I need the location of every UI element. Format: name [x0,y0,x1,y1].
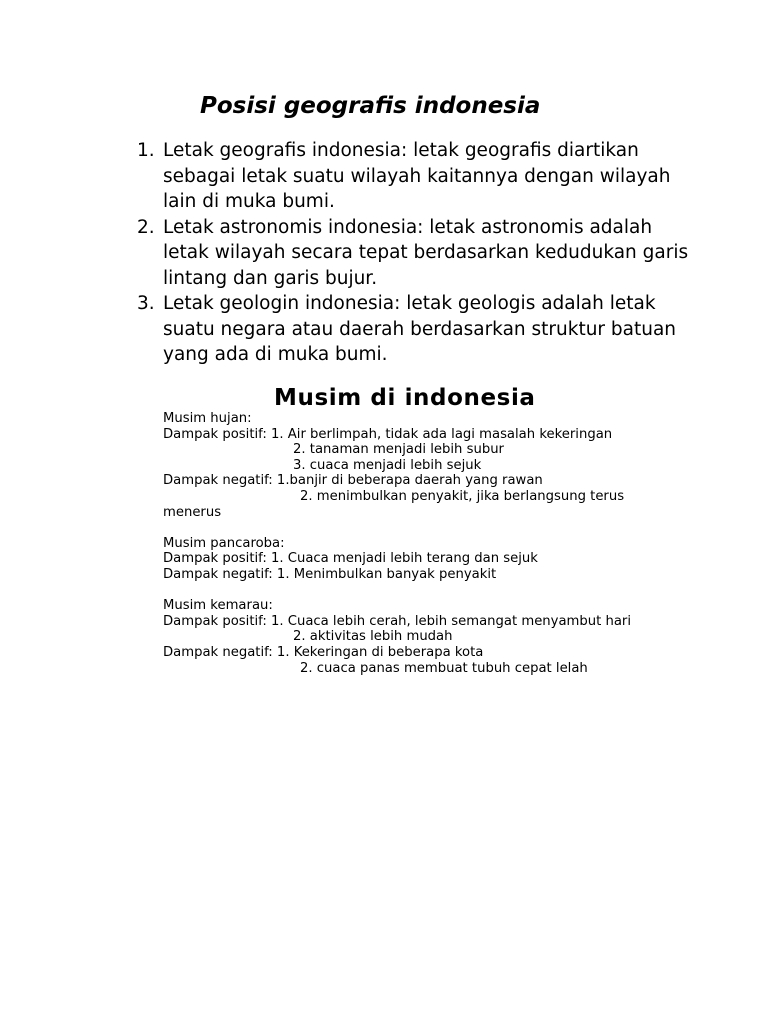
musim-pancaroba-label: Musim pancaroba: [163,535,285,551]
list-item-text: Letak astronomis indonesia: letak astronomis adalah letak wilayah secara tepat berdasarkan kedudukan garis lintang dan garis bujur. [163,216,689,289]
hujan-negatif-1: Dampak negatif: 1.banjir di beberapa daerah yang rawan [163,473,543,489]
hujan-negatif-2-cont: menerus [163,504,222,520]
list-item-number: 1. [137,140,155,161]
list-item-number: 2. [137,216,155,238]
kemarau-negatif-2: 2. cuaca panas membuat tubuh cepat lelah [300,660,588,676]
pancaroba-positif-1: Dampak positif: 1. Cuaca menjadi lebih terang dan sejuk [163,551,538,567]
musim-section [163,411,683,676]
kemarau-positif-2: 2. aktivitas lebih mudah [293,629,453,645]
pancaroba-negatif-1: Dampak negatif: 1. Menimbulkan banyak penyakit [163,566,497,582]
hujan-negatif-2: 2. menimbulkan penyakit, jika berlangsung terus [300,488,625,504]
list-item [131,138,691,215]
heading-posisi-geografis: Posisi geografis indonesia [200,93,541,119]
musim-hujan-label: Musim hujan: [163,411,252,426]
geografis-list [131,138,691,368]
list-item-text: Letak geologin indonesia: letak geologis adalah letak suatu negara atau daerah berdasarkan struktur batuan yang ada di muka bumi. [163,293,677,365]
spacer [163,520,683,536]
hujan-positif-2: 2. tanaman menjadi lebih subur [293,442,504,458]
list-item-number: 3. [137,293,155,314]
list-item [131,215,691,292]
list-item-text: Letak geografis indonesia: letak geografis diartikan sebagai letak suatu wilayah kaitannya dengan wilayah lain di muka bumi. [163,140,671,212]
spacer [163,583,683,599]
list-item [131,291,691,368]
hujan-positif-1: Dampak positif: 1. Air berlimpah, tidak ada lagi masalah kekeringan [163,426,613,442]
kemarau-negatif-1: Dampak negatif: 1. Kekeringan di beberapa kota [163,644,484,660]
musim-kemarau-label: Musim kemarau: [163,598,273,614]
hujan-positif-3: 3. cuaca menjadi lebih sejuk [293,457,482,473]
heading-musim: Musim di indonesia [274,385,536,411]
kemarau-positif-1: Dampak positif: 1. Cuaca lebih cerah, lebih semangat menyambut hari [163,613,632,629]
